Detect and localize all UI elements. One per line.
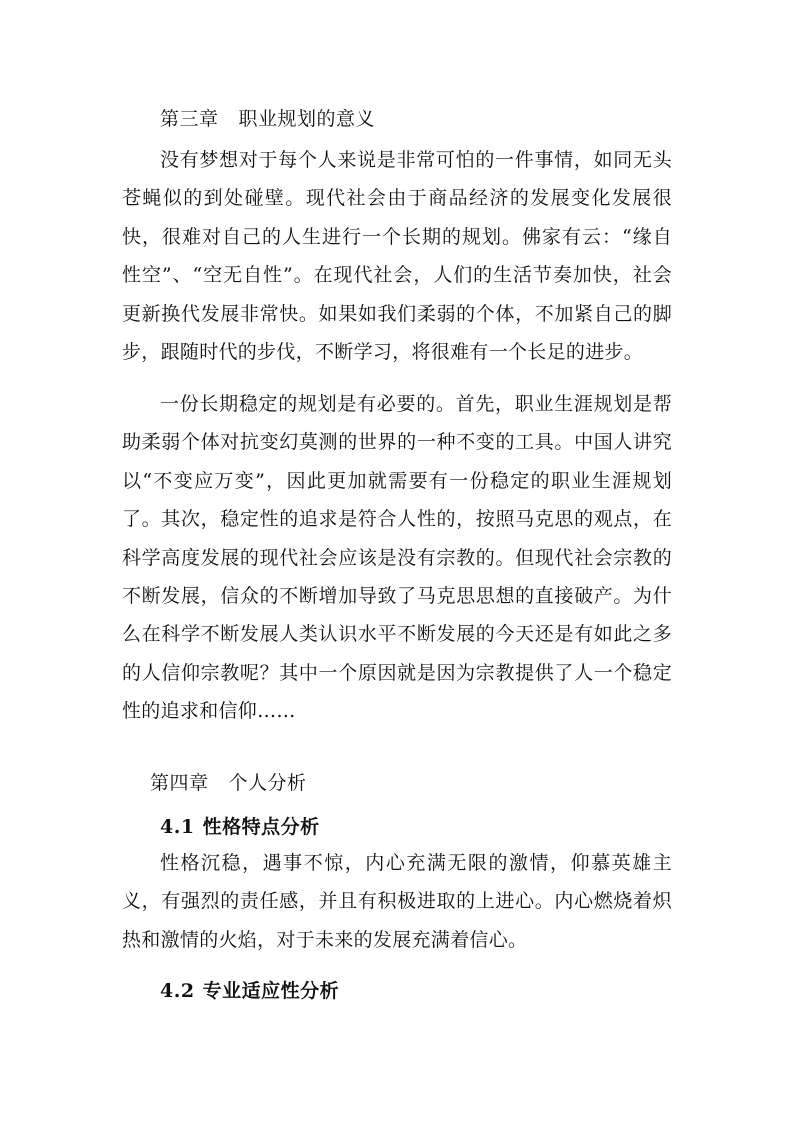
chapter-3-title: 职业规划的意义	[238, 108, 376, 130]
section-4-1-title: 性格特点分析	[202, 816, 320, 838]
section-4-1-paragraph: 性格沉稳，遇事不惊，内心充满无限的激情，仰慕英雄主义，有强烈的责任感，并且有积极进取的上进心。内心燃烧着炽热和激情的火焰，对于未来的发展充满着信心。	[122, 852, 672, 951]
chapter-3-paragraph-2: 一份长期稳定的规划是有必要的。首先，职业生涯规划是帮助柔弱个体对抗变幻莫测的世界的一种不变的工具。中国人讲究以“不变应万变”，因此更加就需要有一份稳定的职业生涯规划了。其次，稳定性的追求是符合人性的，按照马克思的观点，在科学高度发展的现代社会应该是没有宗教的。但现代社会宗教的不断发展，信众的不断增加导致了马克思思想的直接破产。为什么在科学不断发展人类认识水平不断发展的今天还是有如此之多的人信仰宗教呢？其中一个原因就是因为宗教提供了人一个稳定性的追求和信仰……	[122, 393, 672, 723]
chapter-3-heading	[160, 107, 375, 131]
chapter-3-label: 第三章	[160, 108, 219, 130]
chapter-4-heading	[150, 771, 307, 795]
section-4-2-title: 专业适应性分析	[202, 980, 340, 1002]
section-4-1-heading	[160, 815, 320, 839]
chapter-4-label: 第四章	[150, 772, 209, 794]
section-4-2-heading	[160, 979, 339, 1003]
chapter-4-title: 个人分析	[228, 772, 307, 794]
section-4-2-number: 4.2	[160, 980, 195, 1002]
chapter-3-paragraph-1: 没有梦想对于每个人来说是非常可怕的一件事情，如同无头苍蝇似的到处碰壁。现代社会由于商品经济的发展变化发展很快，很难对自己的人生进行一个长期的规划。佛家有云：“缘自性空”、“空无自性”。在现代社会，人们的生活节奏加快，社会更新换代发展非常快。如果如我们柔弱的个体，不加紧自己的脚步，跟随时代的步伐，不断学习，将很难有一个长足的进步。	[122, 149, 672, 364]
section-4-1-number: 4.1	[160, 816, 195, 838]
